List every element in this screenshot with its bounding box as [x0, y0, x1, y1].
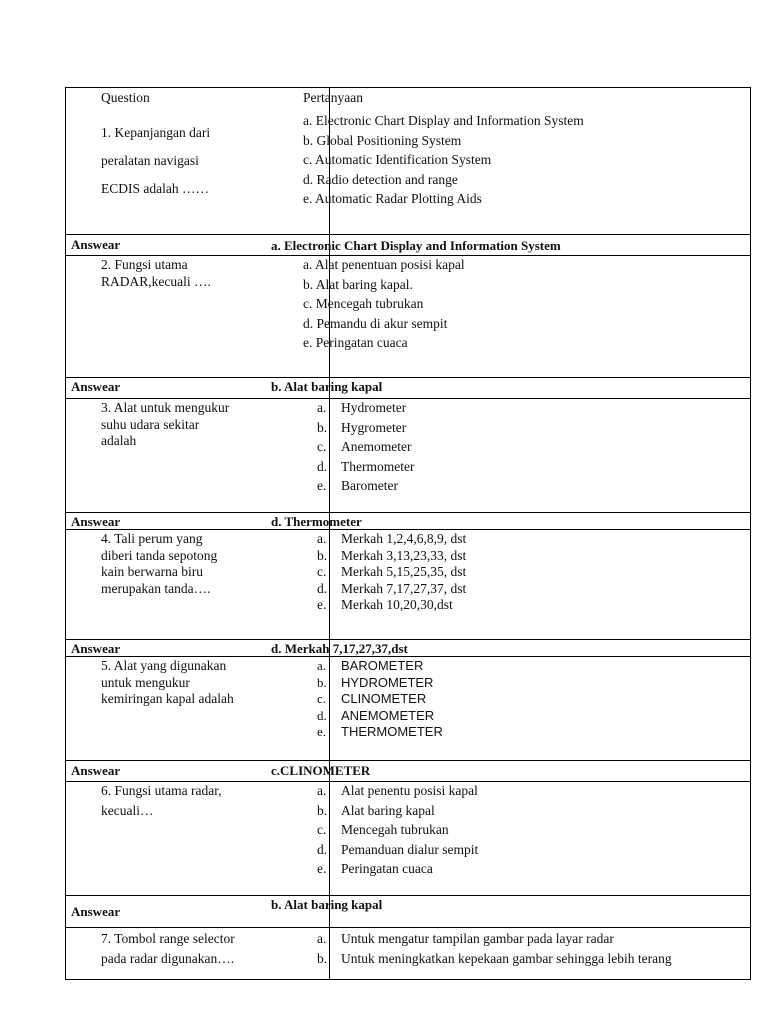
question-line: peralatan navigasi [101, 153, 199, 168]
question-7-text [101, 929, 321, 969]
option-item: b. Global Positioning System [303, 132, 462, 148]
question-header: Question [101, 90, 150, 105]
question-line: adalah [101, 433, 137, 448]
option-item: b. Alat baring kapal. [303, 276, 413, 292]
option-item: c. Automatic Identification System [303, 152, 492, 167]
question-line: 6. Fungsi utama radar, [101, 783, 222, 798]
answer-label: Answear [71, 641, 121, 656]
question-line: 5. Alat yang digunakan [101, 658, 227, 673]
option-item: b. Merkah 3,13,23,33, dst [317, 547, 467, 563]
question-4-options [317, 531, 466, 614]
question-line: 2. Fungsi utama [101, 257, 188, 272]
option-item: c. Mencegah tubrukan [317, 822, 449, 837]
question-line: untuk mengukur [101, 674, 190, 690]
option-item: d. Thermometer [317, 458, 415, 474]
option-item: a. Alat penentuan posisi kapal [303, 257, 465, 272]
question-6-text [101, 783, 321, 819]
question-2-text [101, 257, 321, 290]
option-item: e. Barometer [317, 478, 398, 493]
option-item: c. Anemometer [317, 439, 412, 454]
option-item: e. Peringatan cuaca [303, 335, 408, 350]
option-item: e. Peringatan cuaca [317, 861, 433, 876]
question-5-options [317, 658, 443, 741]
option-item: b. Untuk meningkatkan kepekaan gambar sehingga lebih terang [317, 951, 672, 966]
question-line: 3. Alat untuk mengukur [101, 400, 230, 415]
question-line: kemiringan kapal adalah [101, 691, 234, 706]
question-5-text [101, 658, 321, 708]
question-4-answer: d. Merkah 7,17,27,37,dst [271, 641, 408, 656]
question-4-text [101, 531, 321, 597]
question-3-answer: d. Thermometer [271, 514, 362, 529]
row-divider [65, 512, 750, 513]
question-1-text [101, 119, 321, 203]
option-item: b. Alat baring kapal [317, 802, 435, 818]
row-divider [65, 234, 750, 235]
option-item: e. THERMOMETER [317, 724, 443, 739]
question-6-answer: b. Alat baring kapal [271, 897, 383, 912]
question-line: 1. Kepanjangan dari [101, 125, 211, 140]
question-line: ECDIS adalah …… [101, 181, 209, 196]
question-line: merupakan tanda…. [101, 580, 211, 596]
question-2-options [303, 255, 465, 353]
option-item: d. Pemanduan dialur sempit [317, 841, 479, 857]
question-5-answer: c.CLINOMETER [271, 763, 371, 778]
question-line: kecuali… [101, 802, 154, 818]
question-1-options [303, 111, 584, 209]
question-line: kain berwarna biru [101, 564, 203, 579]
option-item: e. Automatic Radar Plotting Aids [303, 191, 482, 206]
option-item: c. Merkah 5,15,25,35, dst [317, 564, 467, 579]
option-item: e. Merkah 10,20,30,dst [317, 597, 453, 612]
option-item: d. Pemandu di akur sempit [303, 315, 448, 331]
question-line: diberi tanda sepotong [101, 547, 218, 563]
question-2-answer: b. Alat baring kapal [271, 379, 383, 394]
question-3-text [101, 400, 321, 450]
option-item: a. Merkah 1,2,4,6,8,9, dst [317, 531, 467, 546]
option-item: a. BAROMETER [317, 658, 424, 673]
answer-label: Answear [71, 514, 121, 529]
row-divider [65, 639, 750, 640]
row-divider [65, 529, 750, 530]
question-line: pada radar digunakan…. [101, 951, 235, 966]
answer-label: Answear [71, 237, 121, 252]
question-line: suhu udara sekitar [101, 416, 200, 432]
table-bottom-border [65, 979, 750, 980]
question-table [65, 87, 750, 980]
question-line: RADAR,kecuali …. [101, 273, 211, 289]
option-item: a. Hydrometer [317, 400, 407, 415]
option-item: d. Merkah 7,17,27,37, dst [317, 580, 467, 596]
row-divider [65, 927, 750, 928]
question-1-answer: a. Electronic Chart Display and Information System [271, 238, 561, 253]
option-item: b. HYDROMETER [317, 674, 434, 690]
option-item: c. Mencegah tubrukan [303, 296, 424, 311]
option-item: b. Hygrometer [317, 419, 407, 435]
pertanyaan-header: Pertanyaan [303, 90, 363, 105]
row-divider [65, 377, 750, 378]
question-6-options [317, 781, 478, 879]
question-7-options [317, 929, 672, 969]
answer-label: Answear [71, 904, 121, 919]
option-item: a. Untuk mengatur tampilan gambar pada layar radar [317, 931, 614, 946]
row-divider [65, 760, 750, 761]
answer-label: Answear [71, 763, 121, 778]
question-line: 4. Tali perum yang [101, 531, 203, 546]
option-item: a. Electronic Chart Display and Information System [303, 113, 584, 128]
question-line: 7. Tombol range selector [101, 931, 235, 946]
answer-label: Answear [71, 379, 121, 394]
option-item: c. CLINOMETER [317, 691, 427, 706]
option-item: d. Radio detection and range [303, 171, 458, 187]
question-3-options [317, 398, 414, 496]
option-item: a. Alat penentu posisi kapal [317, 783, 478, 798]
row-divider [65, 895, 750, 896]
option-item: d. ANEMOMETER [317, 707, 435, 723]
